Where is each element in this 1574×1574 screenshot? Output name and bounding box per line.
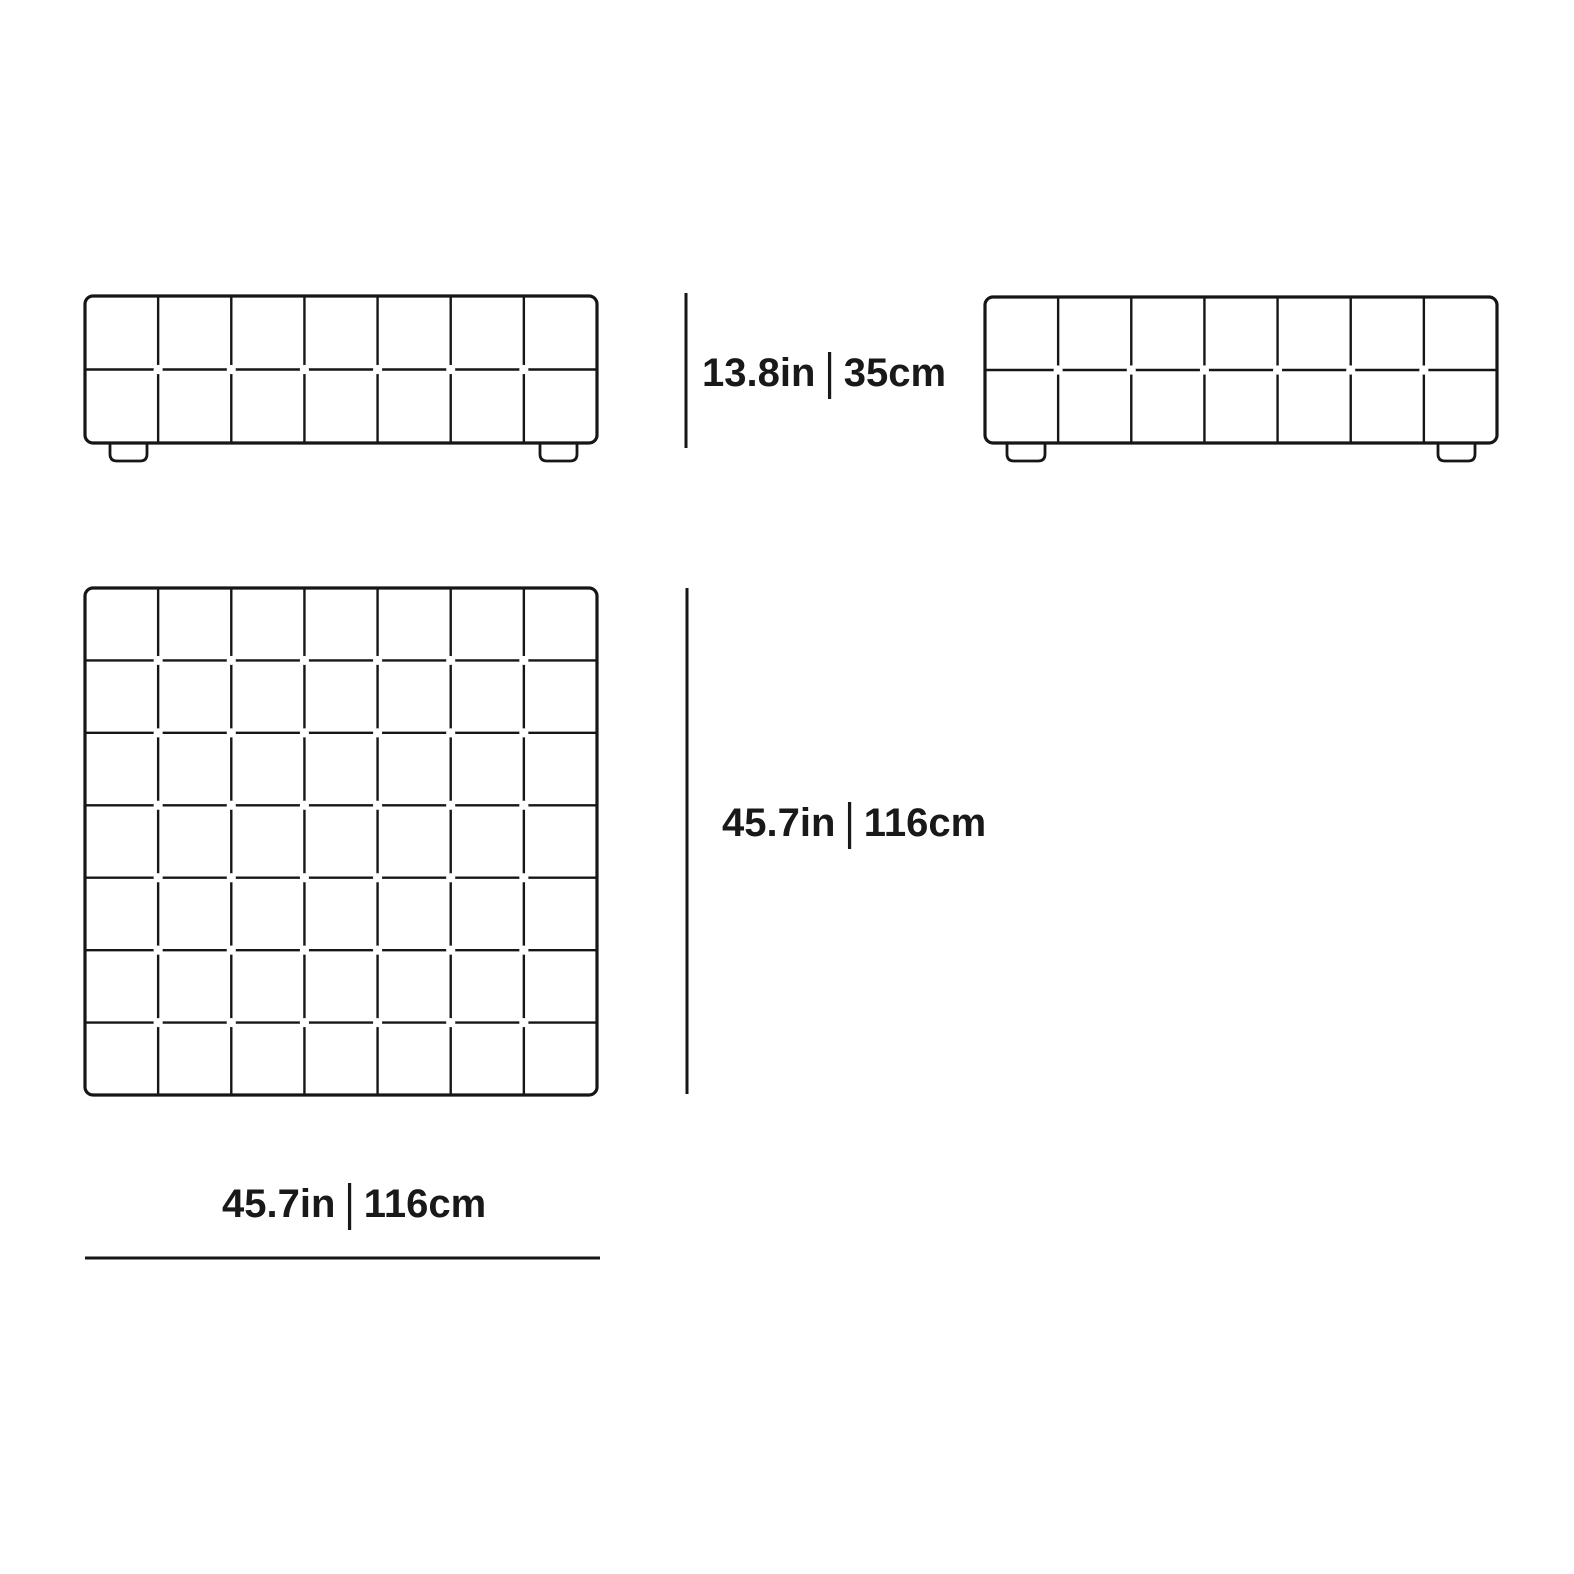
tuft-gap: [154, 946, 163, 955]
tuft-gap: [373, 656, 382, 665]
tuft-gap: [1054, 365, 1063, 374]
furniture-foot: [1007, 443, 1045, 461]
tuft-gap: [1200, 365, 1209, 374]
furniture-foot: [1438, 443, 1475, 461]
tuft-gap: [446, 1018, 455, 1027]
tuft-gap: [519, 656, 528, 665]
tuft-gap: [227, 873, 236, 882]
tuft-gap: [227, 728, 236, 737]
tuft-gap: [519, 801, 528, 810]
tuft-gap: [300, 873, 309, 882]
tuft-gap: [1419, 365, 1428, 374]
tuft-gap: [446, 873, 455, 882]
tuft-gap: [1127, 365, 1136, 374]
tuft-gap: [446, 656, 455, 665]
unit-separator: |: [824, 344, 835, 400]
tuft-gap: [446, 365, 455, 374]
tuft-gap: [227, 1018, 236, 1027]
tuft-gap: [519, 946, 528, 955]
depth-dimension-label: [722, 794, 987, 850]
height-metric-value: 35cm: [843, 351, 947, 395]
tuft-gap: [227, 656, 236, 665]
tuft-gap: [373, 728, 382, 737]
unit-separator: |: [844, 794, 855, 850]
tuft-gap: [300, 365, 309, 374]
depth-imperial-value: 45.7in: [722, 801, 836, 845]
tuft-gap: [519, 365, 528, 374]
tuft-gap: [373, 1018, 382, 1027]
tuft-gap: [373, 873, 382, 882]
height-dimension-label: [702, 344, 947, 400]
tuft-gap: [154, 873, 163, 882]
tuft-gap: [300, 801, 309, 810]
tuft-gap: [154, 365, 163, 374]
tuft-gap: [446, 801, 455, 810]
tuft-gap: [446, 946, 455, 955]
tuft-gap: [300, 656, 309, 665]
tuft-gap: [154, 801, 163, 810]
tuft-gap: [519, 873, 528, 882]
depth-metric-value: 116cm: [863, 801, 987, 845]
tuft-gap: [227, 801, 236, 810]
furniture-foot: [540, 443, 577, 461]
tuft-gap: [227, 946, 236, 955]
tuft-gap: [1273, 365, 1282, 374]
tuft-gap: [519, 728, 528, 737]
width-dimension-label: [222, 1175, 487, 1231]
body-outline: [85, 588, 597, 1095]
tuft-gap: [373, 365, 382, 374]
front-elevation-view: [85, 296, 597, 461]
width-imperial-value: 45.7in: [222, 1182, 336, 1226]
width-metric-value: 116cm: [363, 1182, 487, 1226]
tuft-gap: [373, 946, 382, 955]
tuft-gap: [373, 801, 382, 810]
side-elevation-view: [985, 297, 1497, 461]
tuft-gap: [300, 1018, 309, 1027]
tuft-gap: [300, 946, 309, 955]
tuft-gap: [154, 728, 163, 737]
tuft-gap: [227, 365, 236, 374]
height-imperial-value: 13.8in: [702, 351, 816, 395]
tuft-gap: [300, 728, 309, 737]
furniture-views: [85, 296, 1497, 1095]
tuft-gap: [154, 656, 163, 665]
top-plan-view: [85, 588, 597, 1095]
unit-separator: |: [344, 1175, 355, 1231]
tuft-gap: [1346, 365, 1355, 374]
furniture-foot: [110, 443, 147, 461]
tuft-gap: [519, 1018, 528, 1027]
tuft-gap: [446, 728, 455, 737]
tuft-gap: [154, 1018, 163, 1027]
